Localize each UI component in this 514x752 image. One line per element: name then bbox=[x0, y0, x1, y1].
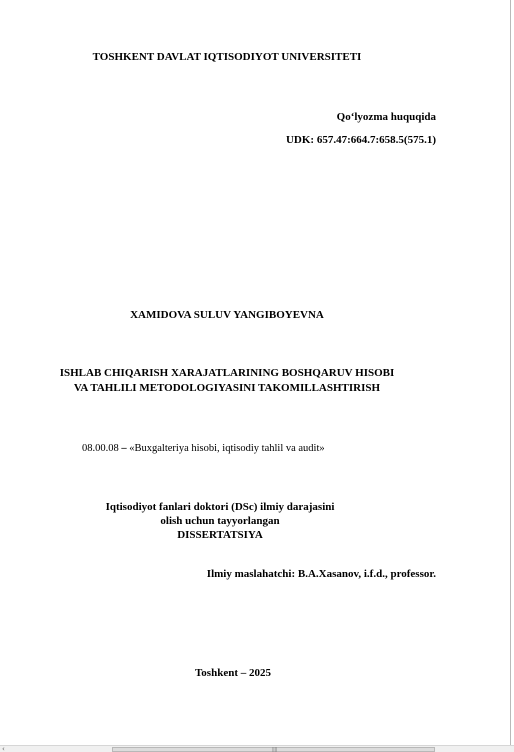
scroll-left-icon[interactable]: ‹ bbox=[2, 745, 5, 752]
horizontal-scrollbar[interactable] bbox=[0, 745, 514, 752]
specialty-code: 08.00.08 bbox=[82, 443, 119, 454]
dissertation-label: DISSERTATSIYA bbox=[177, 529, 263, 541]
university-name: TOSHKENT DAVLAT IQTISODIYOT UNIVERSITETI bbox=[92, 51, 362, 63]
page-edge-line bbox=[510, 0, 511, 745]
scientific-advisor: Ilmiy maslahatchi: B.A.Xasanov, i.f.d., professor. bbox=[206, 568, 436, 580]
specialty-dash: – bbox=[118, 443, 130, 454]
degree-line-2: olish uchun tayyorlangan bbox=[160, 515, 280, 527]
horizontal-scroll-thumb[interactable] bbox=[112, 747, 435, 752]
author-name: XAMIDOVA SULUV YANGIBOYEVNA bbox=[130, 309, 324, 321]
udk-code: UDK: 657.47:664.7:658.5(575.1) bbox=[285, 134, 436, 146]
city-year: Toshkent – 2025 bbox=[194, 667, 271, 679]
specialty-line bbox=[82, 442, 325, 455]
degree-line-1: Iqtisodiyot fanlari doktori (DSc) ilmiy darajasini bbox=[105, 501, 335, 513]
scroll-grip-icon: |||| bbox=[272, 747, 277, 752]
manuscript-note: Qoʻlyozma huquqida bbox=[336, 111, 436, 123]
specialty-name: «Buxgalteriya hisobi, iqtisodiy tahlil va audit» bbox=[129, 443, 325, 454]
dissertation-title-line-1: ISHLAB CHIQARISH XARAJATLARINING BOSHQARUV HISOBI bbox=[59, 367, 395, 379]
dissertation-title-line-2: VA TAHLILI METODOLOGIYASINI TAKOMILLASHTIRISH bbox=[73, 382, 381, 394]
